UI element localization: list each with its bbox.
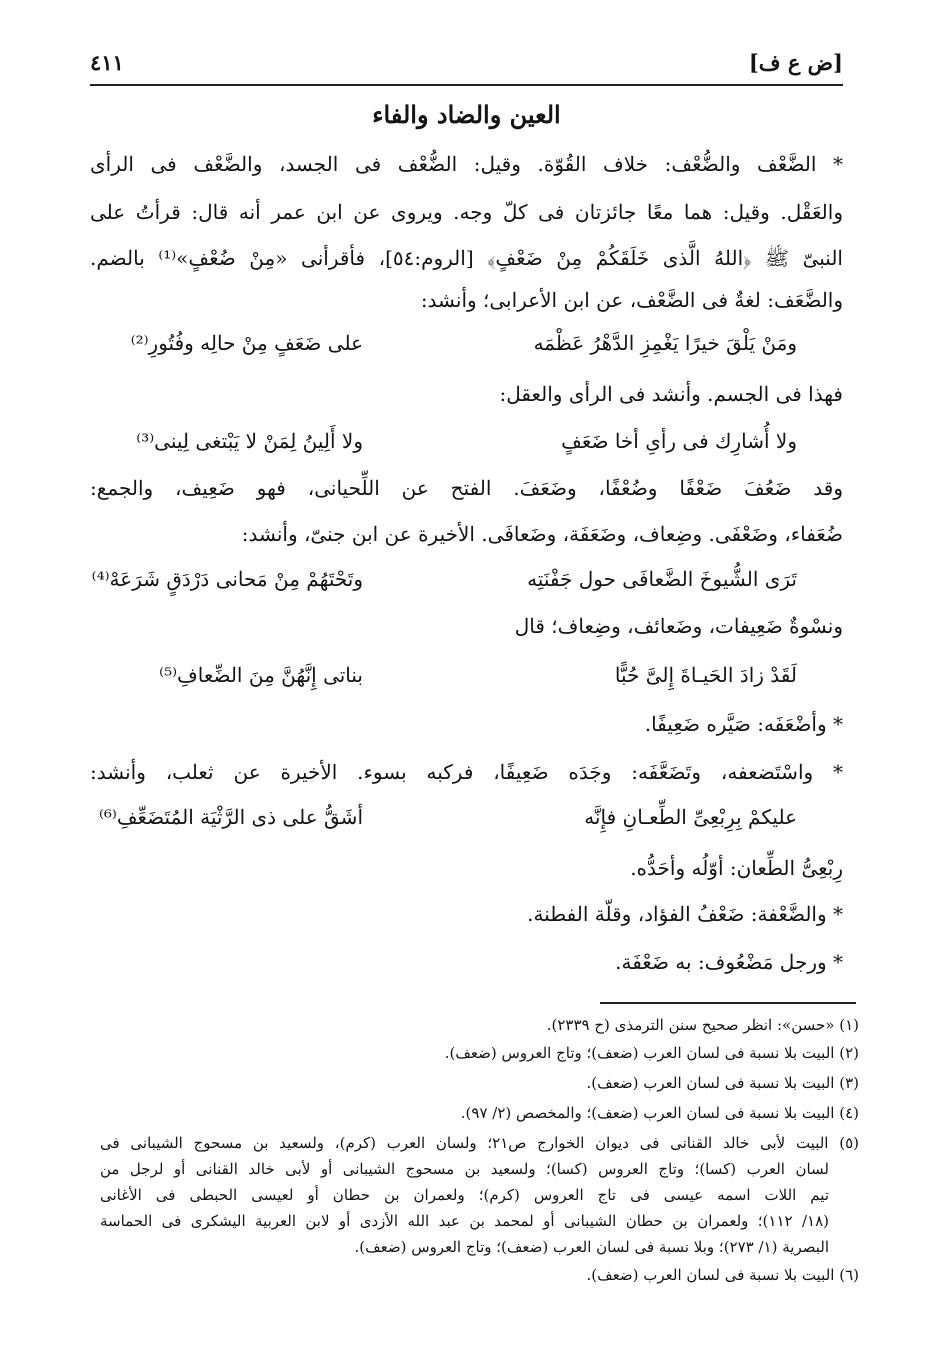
body-line: وقد ضَعُفَ ضَعْفًا وضُعْفًا، وضَعَفَ. الفتح عن اللِّحيانى، فهو ضَعِيف، والجمع: bbox=[90, 476, 843, 500]
body-line: * الضَّعْف والضُّعْف: خلاف القُوّة. وقيل: الضُّعْف فى الجسد، والضَّعْف فى الرأى bbox=[90, 152, 843, 176]
body-line: فهذا فى الجسم. وأنشد فى الرأى والعقل: bbox=[499, 382, 843, 406]
verse bbox=[110, 420, 843, 462]
verse bbox=[91, 558, 843, 600]
verse-first-hemistich: ولا أُشارِك فى رأىِ أخا ضَعَفٍ bbox=[561, 429, 797, 453]
body-line: * ورجل مَضْعُوف: به ضَعْفَة. bbox=[615, 950, 843, 974]
page-header bbox=[90, 44, 843, 86]
root-letters: [ض ع ف] bbox=[748, 50, 843, 75]
verse-first-hemistich: ومَنْ يَلْقَ خيرًا يَغْمِزِ الدَّهْرُ عَظْمَه bbox=[533, 331, 797, 355]
footnote-separator bbox=[600, 1002, 856, 1004]
verse-first-hemistich: لَقَدْ زادَ الحَيـاةَ إِلىَّ حُبًّا bbox=[614, 663, 797, 687]
verse bbox=[98, 796, 843, 838]
body-line: والضَّعَف: لغةٌ فى الضَّعْف، عن ابن الأعرابى؛ وأنشد: bbox=[420, 288, 843, 312]
body-line: رِبْعِىُّ الطِّعان: أوّلُه وأحَدُّه. bbox=[630, 856, 843, 880]
footnote: (٤) البيت بلا نسبة فى لسان العرب (ضعف)؛ والمخصص (٢/ ٩٧). bbox=[460, 1104, 859, 1122]
footnote: (١) «حسن»: انظر صحيح سنن الترمذى (ح ٢٣٣٩). bbox=[546, 1016, 859, 1034]
body-line: * وأضْعَفَه: صَيَّره ضَعِيفًا. bbox=[644, 712, 843, 736]
footnote-continuation: البصرية (١/ ٢٧٣)؛ وبلا نسبة فى لسان العرب (ضعف)؛ وتاج العروس (ضعف). bbox=[354, 1238, 829, 1256]
page-number: ٤١١ bbox=[90, 50, 124, 75]
verse-first-hemistich: تَرَى الشُّيوخَ الضَّعافَى حول جَفْنَتِه bbox=[527, 567, 797, 591]
verse bbox=[110, 654, 843, 696]
body-line: * واسْتَضعفه، وتَضَعَّفَه: وجَدَه ضَعِيفًا، فركبه بسوء. الأخيرة عن ثعلب، وأنشد: bbox=[90, 760, 843, 784]
footnote-continuation: (١٨/ ١١٢)؛ ولعمران بن حطان الشيبانى أو لمحمد بن عبد الله الأزدى أو لابن العربية اليشكرى فى الحماسة bbox=[100, 1212, 829, 1230]
body-line: * والضَّعْفة: ضَعْفُ الفؤاد، وقلّة الفطنة. bbox=[527, 902, 843, 926]
footnote-continuation: تيم اللات اسمه عيسى فى تاج العروس (كرم)؛ ولعمران بن حطان أو لعيسى الحبطى فى الأغانى bbox=[100, 1186, 829, 1204]
footnote: (٦) البيت بلا نسبة فى لسان العرب (ضعف). bbox=[586, 1266, 859, 1284]
verse-second-hemistich: على ضَعَفٍ مِنْ حالِه وفُتُورِ⁽²⁾ bbox=[130, 331, 363, 355]
section-title: العين والضاد والفاء bbox=[372, 100, 561, 129]
footnote-continuation: لسان العرب (كسا)؛ وتاج العروس (كسا)؛ ولسعيد بن مسحوج الشيبانى أو لأبى خالد القنانى أو لرجل من bbox=[100, 1160, 829, 1178]
footnote: (٥) البيت لأبى خالد القنانى فى ديوان الخوارج ص٢١؛ ولسان العرب (كرم)، ولسعيد بن مسحوج الشيبانى فى bbox=[100, 1134, 859, 1152]
body-line: ضُعَفاء، وضَعْفَى. وضِعاف، وضَعَفَة، وضَعافَى. الأخيرة عن ابن جنىّ، وأنشد: bbox=[241, 522, 843, 546]
body-line: ونسْوةٌ ضَعِيفات، وضَعائف، وضِعاف؛ قال bbox=[514, 614, 843, 638]
verse-second-hemistich: ولا أَلِينُ لِمَنْ لا يَبْتغى لِينى⁽³⁾ bbox=[136, 429, 363, 453]
body-line: النبىّ ﷺ ﴿اللهُ الَّذى خَلَقَكُمْ مِنْ ضَعْفٍ﴾ [الروم:٥٤]، فأقرأنى «مِنْ ضُعْفٍ»⁽¹⁾ بالضم. bbox=[90, 246, 843, 270]
footnote: (٣) البيت بلا نسبة فى لسان العرب (ضعف). bbox=[586, 1074, 859, 1092]
body-line: والعَقْل. وقيل: هما معًا جائزتان فى كلّ وجه. ويروى عن ابن عمر أنه قال: قرأتُ على bbox=[90, 200, 843, 224]
verse-first-hemistich: عليكمْ بِرِبْعِىِّ الطِّعـانِ فإِنَّه bbox=[584, 805, 797, 829]
verse-second-hemistich: وتَحْتَهُمْ مِنْ مَحانى دَرْدَقٍ شَرَعَهْ⁽⁴⁾ bbox=[91, 567, 363, 591]
verse-second-hemistich: أشَقُّ على ذى الرَّثْيَة المُتَضَعِّفِ⁽⁶⁾ bbox=[98, 805, 363, 829]
verse-second-hemistich: بناتى إِنَّهُنَّ مِنَ الضِّعافِ⁽⁵⁾ bbox=[159, 663, 363, 687]
footnote: (٢) البيت بلا نسبة فى لسان العرب (ضعف)؛ وتاج العروس (ضعف). bbox=[444, 1044, 859, 1062]
verse bbox=[110, 322, 843, 364]
